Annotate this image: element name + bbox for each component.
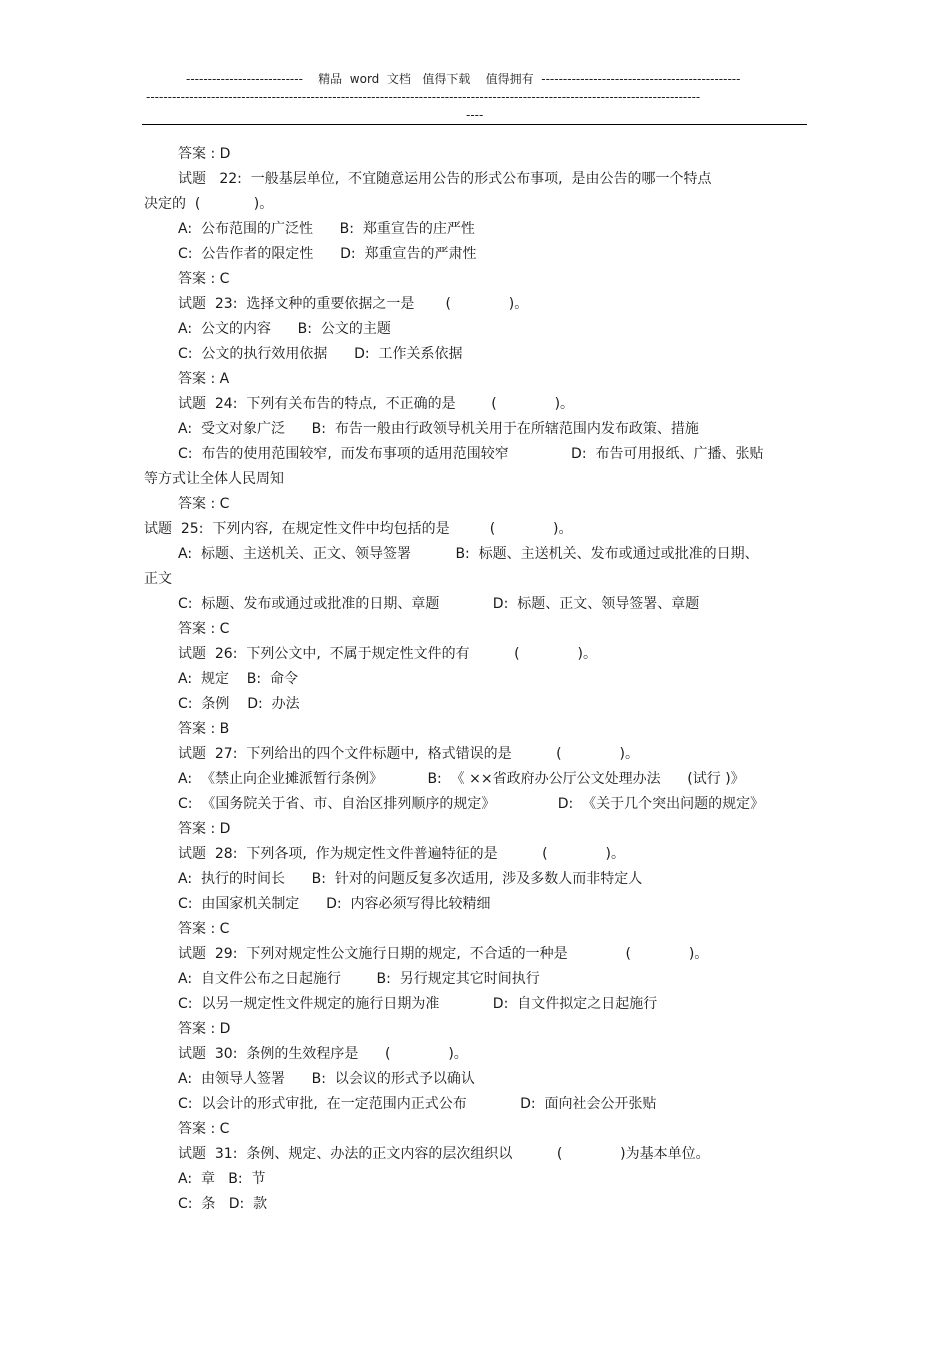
text-line: 答案 : C xyxy=(178,1121,230,1137)
header-rule xyxy=(142,124,807,125)
text-line: 试题 30: 条例的生效程序是 ( )。 xyxy=(178,1046,468,1062)
text-line: 答案 : A xyxy=(178,371,230,387)
text-line: 答案 : D xyxy=(178,146,231,162)
text-line: C: 条例 D: 办法 xyxy=(178,696,300,712)
text-line: 试题 28: 下列各项, 作为规定性文件普遍特征的是 ( )。 xyxy=(178,846,625,862)
text-line: A: 规定 B: 命令 xyxy=(178,671,298,687)
text-line: C: 标题、发布或通过或批准的日期、章题 D: 标题、正文、领导签署、章题 xyxy=(178,596,700,612)
text-line: A: 公文的内容 B: 公文的主题 xyxy=(178,321,391,337)
text-line: 试题 29: 下列对规定性公文施行日期的规定, 不合适的一种是 ( )。 xyxy=(178,946,709,962)
text-line: 决定的 ( )。 xyxy=(144,196,274,212)
text-line: 答案 : B xyxy=(178,721,230,737)
text-line: 试题 23: 选择文种的重要依据之一是 ( )。 xyxy=(178,296,529,312)
header-banner: --------------------------- 精品 word 文档 值得下载 值得拥有 ---------------------------------------------- xyxy=(186,72,741,86)
text-line: 试题 26: 下列公文中, 不属于规定性文件的有 ( )。 xyxy=(178,646,597,662)
text-line: A: 自文件公布之日起施行 B: 另行规定其它时间执行 xyxy=(178,971,540,987)
text-line: A: 《禁止向企业摊派暂行条例》 B: 《 ××省政府办公厅公文处理办法 (试行 )》 xyxy=(178,771,745,787)
text-line: 正文 xyxy=(144,571,172,587)
header-dash-line: -------------------------------------------------------------------------------------------------------------------------------- xyxy=(146,90,701,104)
text-line: C: 条 D: 款 xyxy=(178,1196,268,1212)
text-line: C: 公文的执行效用依据 D: 工作关系依据 xyxy=(178,346,463,362)
text-line: A: 章 B: 节 xyxy=(178,1171,266,1187)
text-line: A: 由领导人签署 B: 以会议的形式予以确认 xyxy=(178,1071,475,1087)
text-line: C: 以会计的形式审批, 在一定范围内正式公布 D: 面向社会公开张贴 xyxy=(178,1096,657,1112)
text-line: 答案 : D xyxy=(178,1021,231,1037)
text-line: 试题 25: 下列内容, 在规定性文件中均包括的是 ( )。 xyxy=(144,521,573,537)
header-dash-tail: ---- xyxy=(466,108,484,122)
text-line: A: 执行的时间长 B: 针对的问题反复多次适用, 涉及多数人而非特定人 xyxy=(178,871,643,887)
text-line: 答案 : D xyxy=(178,821,231,837)
text-line: 试题 24: 下列有关布告的特点, 不正确的是 ( )。 xyxy=(178,396,575,412)
text-line: C: 由国家机关制定 D: 内容必须写得比较精细 xyxy=(178,896,491,912)
text-line: C: 以另一规定性文件规定的施行日期为准 D: 自文件拟定之日起施行 xyxy=(178,996,658,1012)
text-line: C: 公告作者的限定性 D: 郑重宣告的严肃性 xyxy=(178,246,477,262)
text-line: A: 受文对象广泛 B: 布告一般由行政领导机关用于在所辖范围内发布政策、措施 xyxy=(178,421,699,437)
text-line: C: 《国务院关于省、市、自治区排列顺序的规定》 D: 《关于几个突出问题的规定》 xyxy=(178,796,765,812)
text-line: C: 布告的使用范围较窄, 而发布事项的适用范围较窄 D: 布告可用报纸、广播、张贴 xyxy=(178,446,764,462)
text-line: A: 标题、主送机关、正文、领导签署 B: 标题、主送机关、发布或通过或批准的日期、 xyxy=(178,546,759,562)
text-line: 答案 : C xyxy=(178,496,230,512)
text-line: 答案 : C xyxy=(178,621,230,637)
document-body xyxy=(0,142,950,1217)
text-line: 答案 : C xyxy=(178,271,230,287)
text-line: A: 公布范围的广泛性 B: 郑重宣告的庄严性 xyxy=(178,221,475,237)
text-line: 答案 : C xyxy=(178,921,230,937)
text-line: 试题 27: 下列给出的四个文件标题中, 格式错误的是 ( )。 xyxy=(178,746,639,762)
text-line: 试题 22: 一般基层单位, 不宜随意运用公告的形式公布事项, 是由公告的哪一个特点 xyxy=(178,171,712,187)
text-line: 等方式让全体人民周知 xyxy=(144,471,284,487)
text-line: 试题 31: 条例、规定、办法的正文内容的层次组织以 ( )为基本单位。 xyxy=(178,1146,710,1162)
